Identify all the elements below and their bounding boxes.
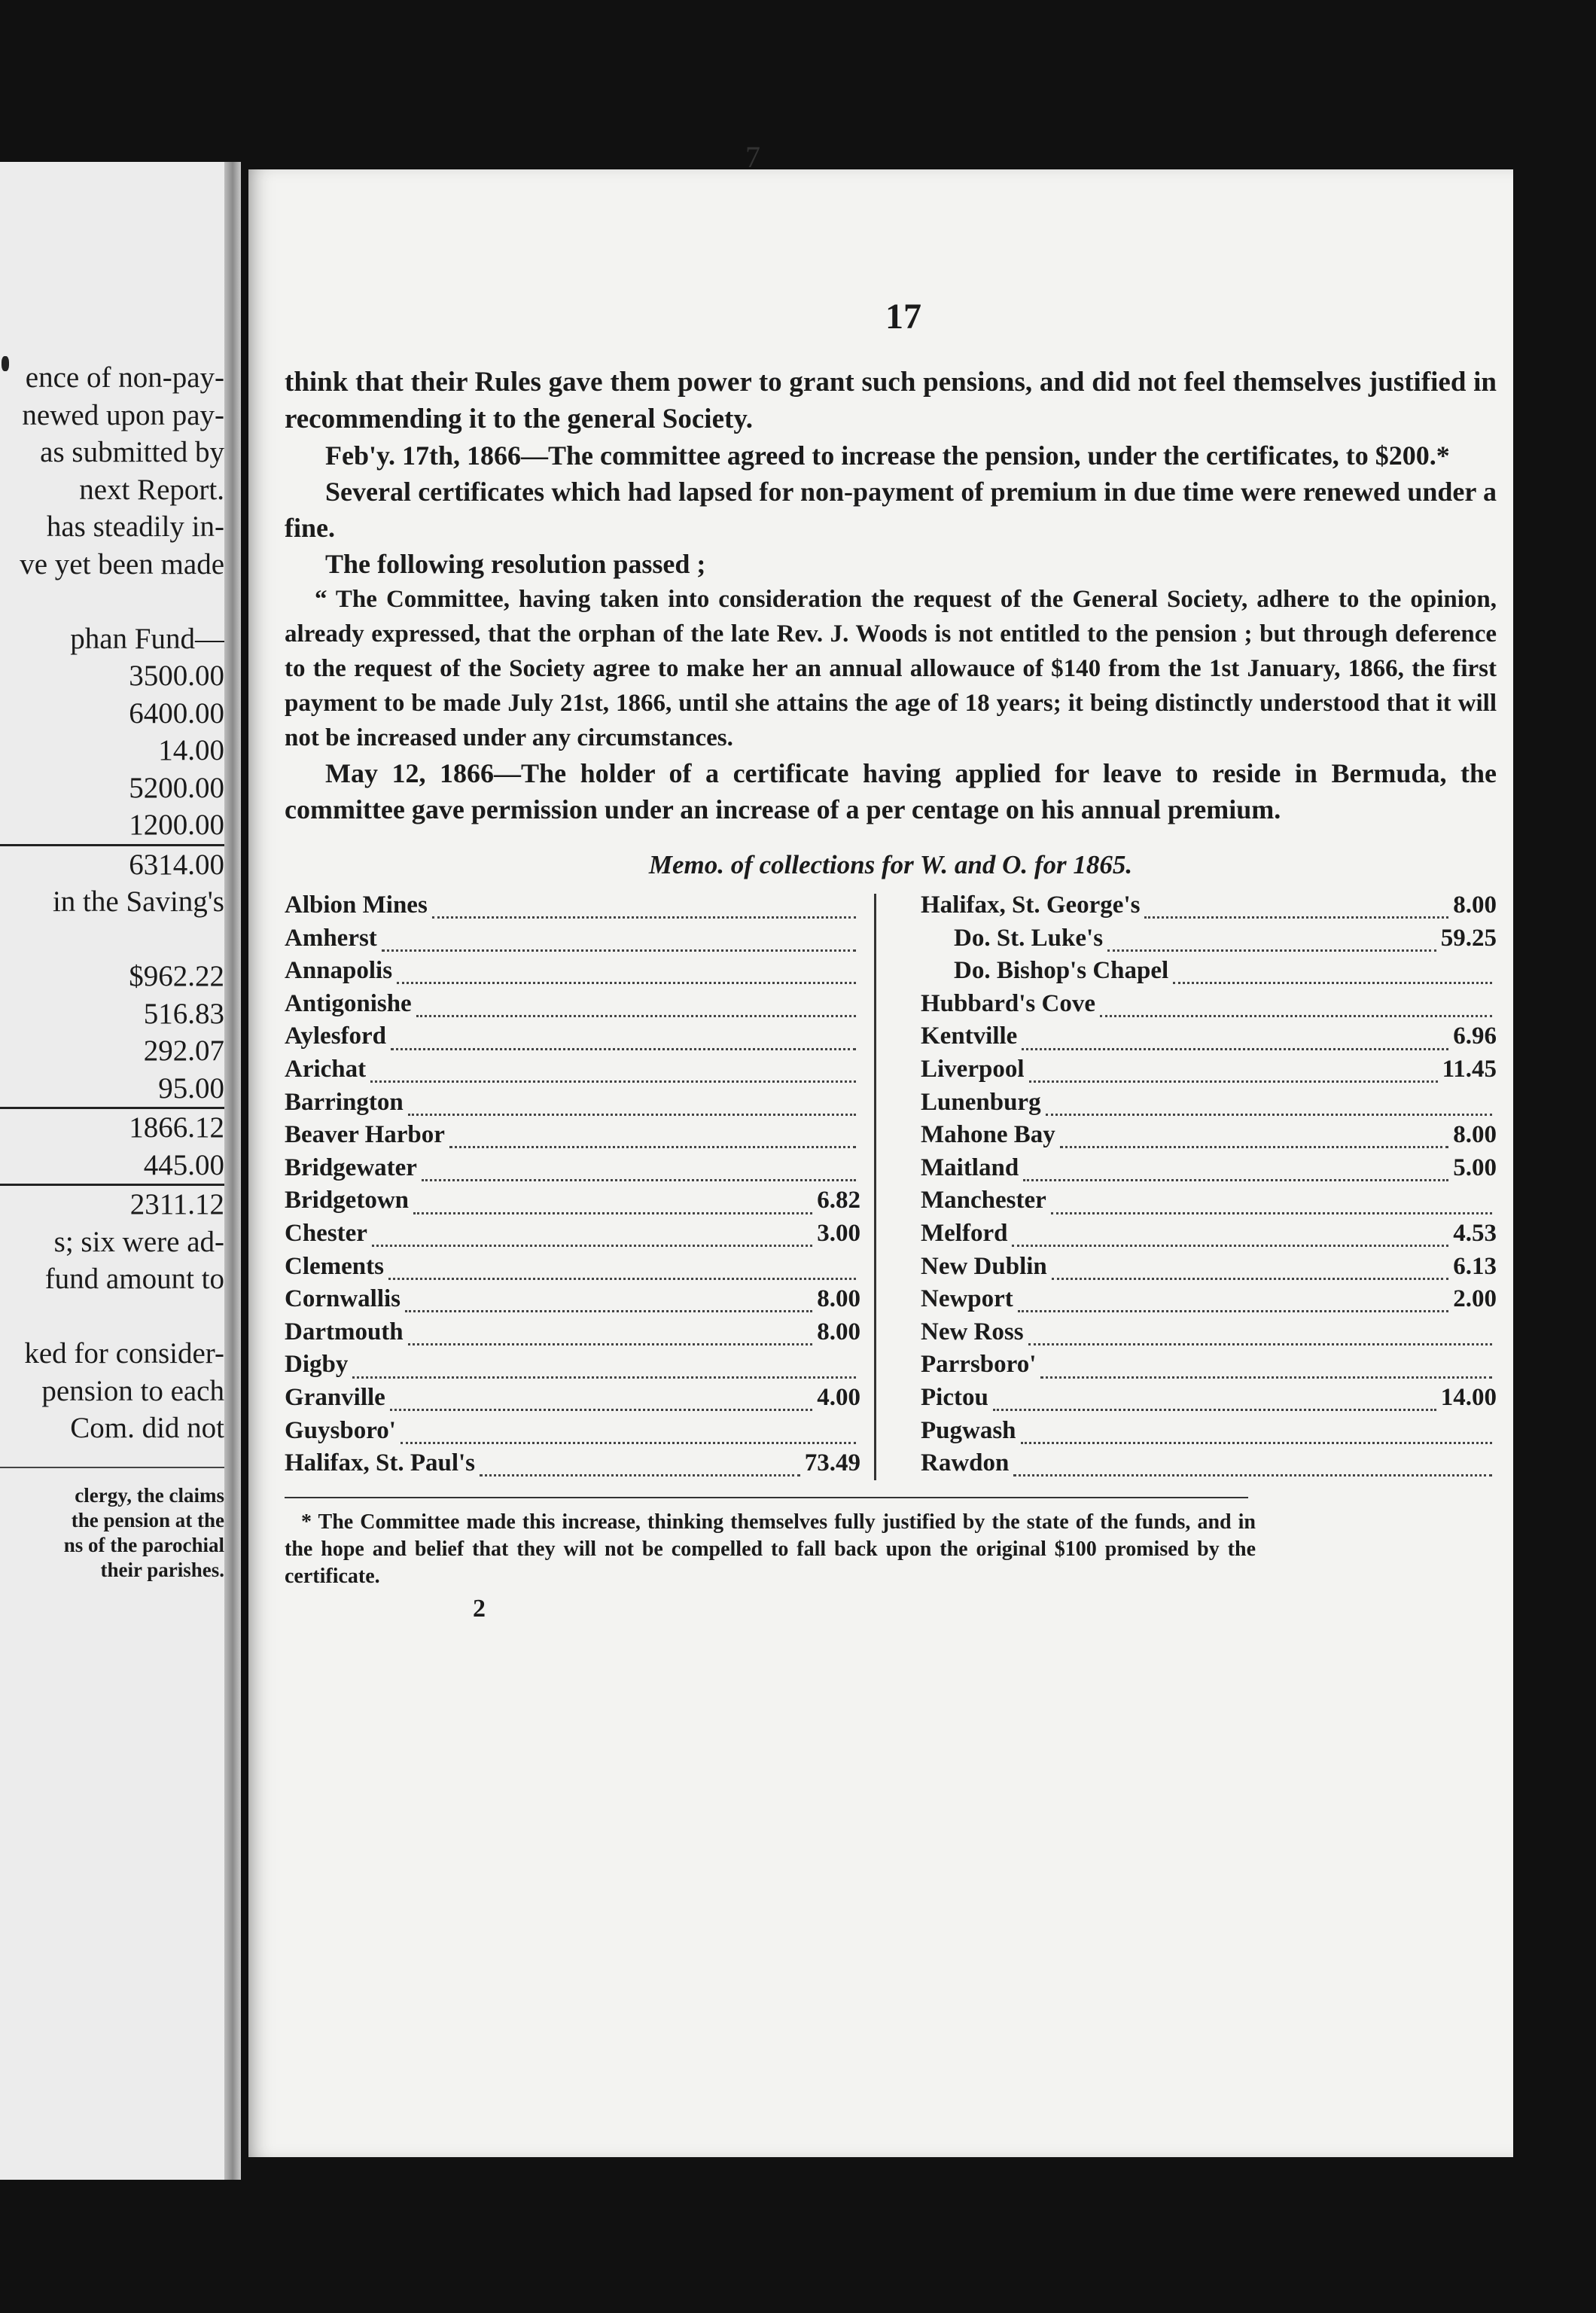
leader-dots — [1046, 1105, 1492, 1116]
leader-dots — [1012, 1236, 1448, 1247]
collection-parish: New Dublin — [921, 1252, 1047, 1280]
collection-parish: Aylesford — [285, 1022, 387, 1050]
previous-page-rule — [0, 1467, 224, 1468]
collections-table — [285, 889, 1497, 1480]
paragraph-resolution-intro: The following resolution passed ; — [325, 549, 706, 579]
paragraph-feb-1866: Feb'y. 17th, 1866—The committee agreed to increase the pension, under the certificates, to $200.* — [325, 440, 1450, 471]
leader-dots — [1013, 1465, 1492, 1476]
collection-row — [285, 1283, 860, 1316]
collection-parish: Parrsboro' — [921, 1351, 1037, 1379]
previous-page-line: 6314.00 — [0, 844, 224, 884]
previous-page-footnote-line: the pension at the — [71, 1508, 224, 1531]
page-corner-mark: 7 — [745, 140, 760, 174]
collection-row — [921, 889, 1497, 922]
previous-page-line: 95.00 — [158, 1071, 224, 1105]
collection-row — [921, 1316, 1497, 1349]
collection-row — [921, 922, 1497, 955]
collection-parish: Clements — [285, 1252, 384, 1280]
collection-parish: Pictou — [921, 1383, 988, 1411]
collection-amount: 3.00 — [817, 1219, 860, 1247]
collection-row — [285, 1020, 860, 1053]
collection-parish: Dartmouth — [285, 1318, 404, 1345]
collection-row — [285, 1184, 860, 1217]
collection-parish: Guysboro' — [285, 1416, 396, 1444]
collection-row — [921, 1119, 1497, 1152]
collection-row — [921, 1382, 1497, 1415]
collection-amount: 4.53 — [1453, 1219, 1497, 1247]
previous-page-line: 6400.00 — [129, 696, 224, 730]
previous-page-line: 1866.12 — [0, 1107, 224, 1147]
previous-page-line: s; six were ad- — [53, 1225, 224, 1258]
leader-dots — [413, 1203, 812, 1214]
footnote: * The Committee made this increase, thinking themselves fully justified by the state of the funds, and in the hope and belief that they will not be compelled to fall back upon the original $100 promised by the certificate. — [285, 1510, 1256, 1588]
previous-page-line: next Report. — [79, 473, 224, 506]
collection-row — [921, 955, 1497, 988]
collection-amount: 8.00 — [817, 1318, 860, 1345]
collection-amount: 4.00 — [817, 1383, 860, 1411]
collection-amount: 6.82 — [817, 1187, 860, 1214]
collection-parish: Hubbard's Cove — [921, 989, 1095, 1017]
collection-row — [285, 1415, 860, 1448]
previous-page-line: ked for consider- — [24, 1337, 224, 1370]
collection-parish: Barrington — [285, 1088, 404, 1116]
collection-parish: Annapolis — [285, 957, 393, 985]
collection-row — [921, 1447, 1497, 1480]
previous-page-line: Com. did not — [70, 1412, 224, 1444]
leader-dots — [405, 1301, 812, 1312]
previous-page-line: ence of non-pay- — [25, 361, 224, 394]
paragraph-certificates: Several certificates which had lapsed for non-payment of premium in due time were renewed under a fine. — [285, 477, 1497, 543]
previous-page-line: newed upon pay- — [22, 398, 224, 431]
leader-dots — [372, 1236, 812, 1247]
previous-page-line: 516.83 — [143, 997, 224, 1030]
collection-amount: 11.45 — [1442, 1055, 1497, 1083]
collection-row — [921, 1152, 1497, 1185]
previous-page-line: 3500.00 — [129, 660, 224, 692]
leader-dots — [993, 1400, 1436, 1411]
collection-row — [921, 1086, 1497, 1120]
leader-dots — [1040, 1367, 1492, 1379]
leader-dots — [1028, 1334, 1492, 1345]
collection-amount: 6.96 — [1453, 1022, 1497, 1050]
collection-parish: Arichat — [285, 1055, 367, 1083]
previous-page-line: 1200.00 — [129, 809, 224, 841]
collection-parish: Melford — [921, 1219, 1008, 1247]
collection-parish: Digby — [285, 1351, 349, 1379]
collection-parish: Lunenburg — [921, 1088, 1041, 1116]
footnote-divider — [285, 1497, 1248, 1498]
collection-amount: 8.00 — [817, 1285, 860, 1313]
collection-parish: Do. St. Luke's — [954, 924, 1104, 952]
collection-parish: Beaver Harbor — [285, 1121, 445, 1149]
collection-parish: New Ross — [921, 1318, 1024, 1345]
collection-row — [285, 1119, 860, 1152]
document-page — [248, 140, 1513, 2157]
leader-dots — [1173, 973, 1492, 984]
collection-row — [921, 1184, 1497, 1217]
leader-dots — [1021, 1433, 1492, 1444]
collection-parish: Cornwallis — [285, 1285, 401, 1313]
leader-dots — [1051, 1203, 1492, 1214]
page-number: 17 — [885, 297, 921, 337]
leader-dots — [416, 1006, 856, 1017]
resolution-quote: “ The Committee, having taken into consideration the request of the General Society, adhere to the opinion, already expressed, that the orphan of the late Rev. J. Woods is not entitled to the pension ; but through deference to the request of the Society agree to make her an annual allowauce of $140 from the 1st January, 1866, the first payment to be made July 21st, 1866, until she attains the age of 18 years; it being distinctly understood that it will not be increased under any circumstances. — [285, 586, 1497, 751]
collection-row — [285, 889, 860, 922]
collection-row — [285, 1447, 860, 1480]
collection-row — [285, 955, 860, 988]
leader-dots — [408, 1105, 856, 1116]
previous-page-line: 5200.00 — [129, 771, 224, 804]
leader-dots — [382, 940, 856, 952]
collection-parish: Halifax, St. Paul's — [285, 1449, 476, 1477]
collections-left-column — [285, 889, 891, 1480]
collection-parish: Granville — [285, 1383, 385, 1411]
collection-row — [921, 1217, 1497, 1251]
collection-amount: 2.00 — [1453, 1285, 1497, 1313]
previous-page-line — [0, 1298, 224, 1336]
collection-row — [285, 1217, 860, 1251]
collection-parish: Bridgetown — [285, 1187, 409, 1214]
previous-page-line: as submitted by — [40, 436, 224, 468]
collection-parish: Liverpool — [921, 1055, 1025, 1083]
page-body — [285, 364, 1497, 1623]
collection-row — [921, 1415, 1497, 1448]
collection-parish: Maitland — [921, 1153, 1019, 1181]
paragraph-continuation: think that their Rules gave them power to grant such pensions, and did not feel themselves justified in recommending it to the general Society. — [285, 367, 1497, 434]
collection-parish: Newport — [921, 1285, 1013, 1313]
previous-page-line: $962.22 — [129, 960, 224, 992]
collection-amount: 59.25 — [1440, 924, 1497, 952]
previous-page-line — [0, 583, 224, 620]
collection-row — [285, 1382, 860, 1415]
collection-row — [285, 1086, 860, 1120]
leader-dots — [1052, 1269, 1448, 1280]
collection-row — [921, 1251, 1497, 1284]
previous-page-footnote-line: their parishes. — [100, 1558, 224, 1581]
leader-dots — [1029, 1071, 1438, 1083]
previous-page-line: pension to each — [41, 1374, 224, 1407]
collection-amount: 5.00 — [1453, 1153, 1497, 1181]
collection-parish: Antigonishe — [285, 989, 412, 1017]
previous-page-footnote-line: clergy, the claims — [75, 1483, 224, 1507]
collection-amount: 8.00 — [1453, 1121, 1497, 1149]
leader-dots — [352, 1367, 856, 1379]
previous-page-line: fund amount to — [44, 1263, 224, 1295]
leader-dots — [388, 1269, 856, 1280]
leader-dots — [1144, 907, 1448, 919]
collection-row — [285, 922, 860, 955]
signature-mark: 2 — [473, 1594, 486, 1623]
collection-row — [285, 1152, 860, 1185]
collection-parish: Kentville — [921, 1022, 1018, 1050]
leader-dots — [1022, 1039, 1448, 1050]
previous-page-line: 292.07 — [143, 1035, 224, 1067]
collection-parish: Chester — [285, 1219, 367, 1247]
previous-page-line: phan Fund— — [70, 622, 224, 655]
previous-page-footnote-line: ns of the parochial — [63, 1533, 224, 1556]
previous-page-fragment — [0, 162, 241, 2180]
leader-dots — [1023, 1170, 1448, 1181]
leader-dots — [370, 1071, 856, 1083]
collection-amount: 14.00 — [1440, 1383, 1497, 1411]
leader-dots — [397, 973, 856, 984]
collection-row — [285, 1053, 860, 1086]
previous-page-line: 14.00 — [158, 734, 224, 766]
previous-page-line: 445.00 — [143, 1148, 224, 1181]
collection-parish: Do. Bishop's Chapel — [954, 957, 1169, 985]
collection-row — [285, 1251, 860, 1284]
collection-row — [285, 1316, 860, 1349]
leader-dots — [449, 1137, 856, 1148]
leader-dots — [422, 1170, 856, 1181]
leader-dots — [1100, 1006, 1492, 1017]
leader-dots — [1107, 940, 1436, 952]
collection-parish: Pugwash — [921, 1416, 1016, 1444]
collection-amount: 6.13 — [1453, 1252, 1497, 1280]
collection-parish: Rawdon — [921, 1449, 1010, 1477]
collection-parish: Manchester — [921, 1187, 1046, 1214]
leader-dots — [1060, 1137, 1448, 1148]
previous-page-line: ve yet been made — [20, 547, 224, 581]
leader-dots — [390, 1400, 812, 1411]
previous-page-text — [0, 359, 224, 1583]
collection-row — [921, 1020, 1497, 1053]
collection-parish: Bridgewater — [285, 1153, 417, 1181]
collection-parish: Halifax, St. George's — [921, 891, 1141, 919]
leader-dots — [480, 1465, 800, 1476]
collection-amount: 8.00 — [1453, 891, 1497, 919]
collection-row — [921, 988, 1497, 1021]
previous-page-line: in the Saving's — [52, 885, 224, 918]
previous-page-line: 2311.12 — [0, 1184, 224, 1224]
collection-parish: Albion Mines — [285, 891, 428, 919]
page-gutter — [224, 162, 241, 2180]
collection-parish: Mahone Bay — [921, 1121, 1055, 1149]
leader-dots — [401, 1433, 856, 1444]
collection-row — [921, 1053, 1497, 1086]
collection-row — [921, 1348, 1497, 1382]
collection-parish: Amherst — [285, 924, 377, 952]
collection-row — [285, 1348, 860, 1382]
collections-right-column — [891, 889, 1497, 1480]
leader-dots — [432, 907, 856, 919]
collection-row — [921, 1283, 1497, 1316]
paragraph-may-1866: May 12, 1866—The holder of a certificate having applied for leave to reside in Bermuda, the committee gave permission under an increase of a per centage on his annual premium. — [285, 758, 1497, 824]
leader-dots — [391, 1039, 856, 1050]
collection-amount: 73.49 — [804, 1449, 860, 1477]
previous-page-line — [0, 921, 224, 958]
memo-title: Memo. of collections for W. and O. for 1865. — [648, 850, 1133, 879]
previous-page-footnote — [0, 1483, 224, 1583]
column-divider — [874, 894, 876, 1480]
leader-dots — [408, 1334, 813, 1345]
previous-page-line: has steadily in- — [46, 510, 224, 543]
leader-dots — [1018, 1301, 1448, 1312]
collection-row — [285, 988, 860, 1021]
